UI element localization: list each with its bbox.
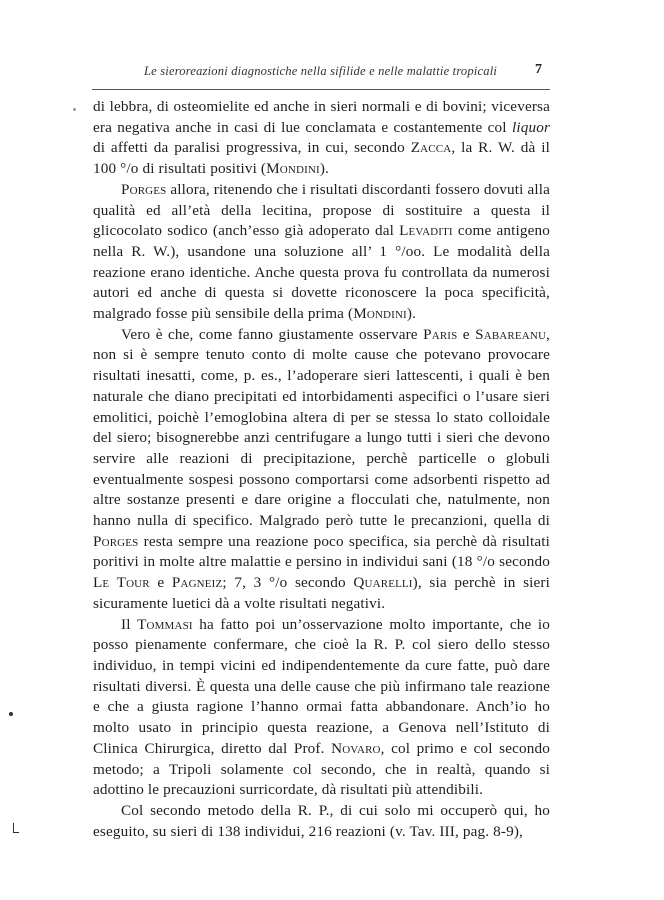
page-number: 7 — [535, 62, 542, 77]
paragraph-5: Col secondo metodo della R. P., di cui solo mi occuperò qui, ho eseguito, su sieri di 138 individui, 216 reazioni (v. Tav. III, pag. 8-9), — [93, 801, 550, 840]
body-text — [93, 97, 550, 842]
margin-dot — [9, 712, 13, 716]
margin-speck — [73, 108, 76, 111]
page-header — [92, 62, 548, 84]
paragraph-2: Porges allora, ritenendo che i risultati discordanti fossero dovuti alla qualità ed all’età della lecitina, propose di sostituire a questa il glicocolato sodico (anch’esso già adoperato dal Levaditi come antigeno nella R. W.), usandone una soluzione all’ 1 °/oo. Le modalità della reazione erano identiche. Anche questa prova fu controllata da numerosi autori ed anche di questa si dovette riconoscere la poca specificità, malgrado fosse più sensibile della prima (Mondini). — [93, 180, 550, 323]
running-title: Le sieroreazioni diagnostiche nella sifilide e nelle malattie tropicali — [144, 64, 498, 78]
header-rule — [92, 89, 550, 90]
paragraph-4: Il Tommasi ha fatto poi un’osservazione molto importante, che io posso pienamente confermare, che cioè la R. P. col siero dello stesso individuo, in tempi vicini ed indipendentemente da cure fatte, può dare risultati diversi. È questa una delle cause che più infirmano tale reazione e che a giusta ragione l’hanno ormai fatta abbandonare. Anch’io ho molto usato in principio questa reazione, a Genova nell’Istituto di Clinica Chirurgica, diretto dal Prof. Novaro, col primo e col secondo metodo; a Tripoli solamente col secondo, che in realtà, quando si adottino le precauzioni surricordate, dà risultati più attendibili. — [93, 615, 550, 799]
paragraph-3: Vero è che, come fanno giustamente osservare Paris e Sabareanu, non si è sempre tenuto conto di molte cause che potevano provocare risultati inesatti, come, p. es., l’adoperare sieri lattescenti, i quali è ben naturale che diano precipitati ed intorbidamenti aspecifici o l’usare sieri emolitici, poichè l’emoglobina altera di per se stessa lo stato colloidale del siero; bisognerebbe anzi centrifugare a lungo tutti i sieri che devono servire alle reazioni di precipitazione, perchè particelle o globuli eventualmente sospesi possono comportarsi come adsorbenti rispetto ad altre sostanze presenti e dare origine a flocculati che, natulmente, non hanno nulla di specifico. Malgrado però tutte le precanzioni, quella di Porges resta sempre una reazione poco specifica, sia perchè dà risultati poritivi in molte altre malattie e persino in individui sani (18 °/o secondo Le Tour e Pagneiz; 7, 3 °/o secondo Quarelli), sia perchè in sieri sicuramente luetici dà a volte risultati negativi. — [93, 325, 550, 612]
paragraph-1: di lebbra, di osteomielite ed anche in sieri normali e di bovini; viceversa era negativa anche in casi di lue conclamata e costantemente col liquor di affetti da paralisi progressiva, in cui, secondo Zacca, la R. W. dà il 100 °/o di risultati positivi (Mondini). — [93, 98, 550, 178]
margin-tick — [13, 823, 19, 833]
